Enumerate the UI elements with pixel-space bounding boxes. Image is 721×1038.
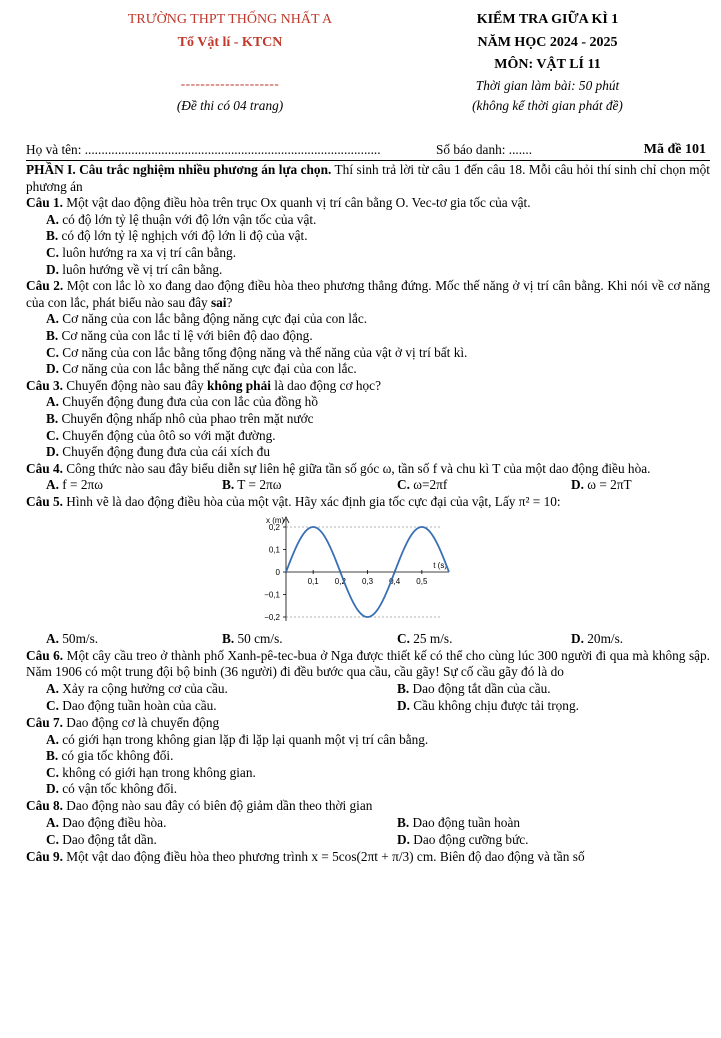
option-text: Chuyển động nhấp nhô của phao trên mặt nước — [61, 410, 314, 426]
option-text: Cầu không chịu được tải trọng. — [413, 698, 579, 714]
question-9 — [26, 849, 710, 866]
option-letter: B. — [397, 681, 410, 697]
option-letter: C. — [397, 630, 410, 646]
option-text: 50 cm/s. — [237, 630, 283, 646]
option-letter: D. — [46, 781, 59, 797]
option-c[interactable] — [397, 631, 452, 648]
option-letter: A. — [46, 394, 59, 410]
option-text: 20m/s. — [587, 630, 624, 646]
option-text: Dao động cưỡng bức. — [413, 831, 529, 847]
option-b[interactable] — [26, 328, 710, 345]
option-text: có độ lớn tỷ lệ nghịch với độ lớn li độ của vật. — [61, 228, 308, 244]
time-limit: Thời gian làm bài: 50 phút — [475, 78, 620, 93]
option-a[interactable] — [46, 815, 166, 832]
option-d[interactable] — [26, 262, 710, 279]
x-tick-label: 0,2 — [334, 576, 346, 586]
question-number: Câu 2. — [26, 278, 64, 294]
option-text: luôn hướng về vị trí cân bằng. — [62, 261, 223, 277]
school-name: TRƯỜNG THPT THỐNG NHẤT A — [127, 12, 333, 27]
option-letter: D. — [571, 477, 584, 493]
option-letter: B. — [46, 748, 59, 764]
question-text-end: ? — [226, 294, 233, 310]
y-tick-label: 0 — [275, 567, 280, 577]
option-text: Chuyển động của ôtô so với mặt đường. — [62, 427, 276, 443]
question-text: Một con lắc lò xo đang dao động điều hòa theo phương thẳng đứng. Mốc thế năng ở vị trí cân bằng. Khi nói về cơ năng của con lắc, phát biểu nào sau đây — [26, 278, 710, 310]
page-count: (Đề thi có 04 trang) — [176, 98, 284, 113]
option-letter: C. — [46, 764, 59, 780]
option-text: T = 2πω — [237, 477, 282, 493]
options-row — [26, 631, 710, 648]
school-year: NĂM HỌC 2024 - 2025 — [477, 35, 618, 50]
y-axis-label: x (m) — [266, 515, 285, 525]
x-tick-label: 0,4 — [389, 576, 401, 586]
question-text: Công thức nào sau đây biểu diễn sự liên hệ giữa tần số góc ω, tần số f và chu kì T của một dao động điều hòa. — [62, 460, 651, 476]
option-d[interactable] — [26, 361, 710, 378]
option-letter: C. — [46, 831, 59, 847]
option-text: Chuyển động đung đưa của con lắc của đồng hồ — [62, 394, 318, 410]
option-text: có gia tốc không đổi. — [61, 748, 174, 764]
option-b[interactable] — [26, 228, 710, 245]
option-text: Cơ năng của con lắc tỉ lệ với biên độ dao động. — [61, 327, 313, 343]
option-d[interactable] — [26, 444, 710, 461]
question-5 — [26, 494, 710, 511]
option-letter: D. — [46, 444, 59, 460]
option-letter: A. — [46, 681, 59, 697]
option-letter: D. — [46, 261, 59, 277]
option-d[interactable] — [397, 698, 579, 715]
question-number: Câu 8. — [26, 798, 63, 814]
exam-title: KIỂM TRA GIỮA KÌ 1 — [476, 12, 619, 27]
option-a[interactable] — [46, 681, 228, 698]
question-number: Câu 4. — [26, 460, 63, 476]
option-b[interactable] — [222, 477, 281, 494]
question-number: Câu 9. — [26, 848, 63, 864]
question-text: Chuyển động nào sau đây — [62, 377, 207, 393]
option-d[interactable] — [571, 631, 623, 648]
question-number: Câu 1. — [26, 195, 63, 211]
options-row — [26, 698, 710, 715]
student-info — [26, 142, 706, 160]
option-text: có độ lớn tỷ lệ thuận với độ lớn vận tốc của vật. — [62, 211, 317, 227]
option-a[interactable] — [26, 311, 710, 328]
option-letter: A. — [46, 311, 59, 327]
option-letter: B. — [46, 410, 59, 426]
option-a[interactable] — [26, 732, 710, 749]
y-tick-label: 0,2 — [268, 522, 280, 532]
time-note: (không kể thời gian phát đề) — [472, 98, 623, 113]
option-b[interactable] — [26, 748, 710, 765]
option-a[interactable] — [46, 477, 103, 494]
options-row — [26, 477, 710, 494]
department: Tổ Vật lí - KTCN — [177, 35, 283, 50]
option-text: Chuyển động đung đưa của cái xích đu — [62, 444, 270, 460]
emphasis: sai — [210, 294, 227, 310]
option-letter: C. — [46, 244, 59, 260]
subject: MÔN: VẬT LÍ 11 — [494, 57, 601, 72]
option-text: Dao động điều hòa. — [62, 814, 167, 830]
option-c[interactable] — [397, 477, 447, 494]
option-letter: C. — [46, 698, 59, 714]
option-c[interactable] — [26, 345, 710, 362]
option-c[interactable] — [26, 428, 710, 445]
option-c[interactable] — [46, 832, 157, 849]
option-letter: D. — [397, 698, 410, 714]
question-number: Câu 3. — [26, 377, 63, 393]
question-7 — [26, 715, 710, 732]
options-row — [26, 681, 710, 698]
y-tick-label: 0,1 — [268, 545, 280, 555]
name-field[interactable]: Họ và tên: ......................................................................................... — [26, 142, 381, 157]
option-letter: C. — [397, 477, 410, 493]
option-a[interactable] — [46, 631, 98, 648]
option-text: Cơ năng của con lắc bằng tổng động năng và thế năng của vật ở vị trí bất kì. — [62, 344, 468, 360]
option-letter: B. — [397, 814, 410, 830]
candidate-number-field[interactable]: Số báo danh: ....... — [436, 142, 533, 157]
exam-body — [26, 162, 710, 865]
question-text: Hình vẽ là dao động điều hòa của một vật. Hãy xác định gia tốc cực đại của vật, Lấy π² = 10: — [62, 494, 561, 510]
x-t-chart — [244, 513, 454, 631]
options-row — [26, 815, 710, 832]
question-text: Dao động nào sau đây có biên độ giảm dần theo thời gian — [62, 798, 373, 814]
x-tick-label: 0,3 — [361, 576, 374, 586]
option-letter: C. — [46, 344, 59, 360]
question-text: Một vật dao động điều hòa theo phương trình x = 5cos(2πt + π/3) cm. Biên độ dao động và tần số — [62, 848, 585, 864]
exam-code: Mã đề 101 — [643, 142, 706, 157]
question-3 — [26, 378, 710, 395]
question-text-end: là dao động cơ học? — [270, 377, 381, 393]
options-row — [26, 832, 710, 849]
option-c[interactable] — [46, 698, 217, 715]
option-text: 25 m/s. — [413, 630, 453, 646]
option-letter: A. — [46, 211, 59, 227]
option-letter: A. — [46, 731, 59, 747]
part-heading: PHẦN I. Câu trắc nghiệm nhiều phương án lựa chọn. — [26, 162, 332, 177]
x-tick-label: 0,1 — [307, 576, 319, 586]
question-6 — [26, 648, 710, 681]
option-letter: A. — [46, 477, 59, 493]
option-text: luôn hướng ra xa vị trí cân bằng. — [62, 244, 237, 260]
option-text: Cơ năng của con lắc bằng thế năng cực đại của con lắc. — [62, 361, 357, 377]
question-text: Một vật dao động điều hòa trên trục Ox quanh vị trí cân bằng O. Vec-tơ gia tốc của vật. — [62, 195, 531, 211]
option-b[interactable] — [397, 815, 520, 832]
option-letter: D. — [46, 361, 59, 377]
divider-dashes: -------------------- — [180, 76, 280, 91]
question-text: Dao động cơ là chuyển động — [62, 715, 220, 731]
option-text: Dao động tắt dần. — [62, 831, 157, 847]
emphasis: không phải — [206, 377, 271, 393]
option-text: có vận tốc không đổi. — [62, 781, 178, 797]
x-axis-label: t (s) — [433, 560, 447, 570]
option-text: Dao động tắt dần của cầu. — [412, 681, 551, 697]
option-text: ω = 2πT — [587, 477, 632, 493]
option-text: Dao động tuần hoàn — [412, 814, 520, 830]
question-4 — [26, 461, 710, 478]
question-text: Một cây cầu treo ở thành phố Xanh-pê-tec-bua ở Nga được thiết kế có thể cho cùng lúc 300 người đi qua mà không sập. Năm 1906 có một trung đội bộ binh (36 người) đi đều bước qua cầu, cầu gãy! Sự cố cầu gãy đó là do — [26, 647, 710, 680]
oscillation-graph — [26, 513, 710, 631]
option-d[interactable] — [397, 832, 529, 849]
option-letter: D. — [571, 630, 584, 646]
option-letter: A. — [46, 814, 59, 830]
option-text: 50m/s. — [62, 630, 99, 646]
y-tick-label: −0,2 — [264, 612, 280, 622]
option-b[interactable] — [222, 631, 283, 648]
option-letter: A. — [46, 630, 59, 646]
option-c[interactable] — [26, 765, 710, 782]
option-letter: C. — [46, 427, 59, 443]
option-c[interactable] — [26, 245, 710, 262]
question-number: Câu 7. — [26, 715, 63, 731]
question-number: Câu 5. — [26, 494, 63, 510]
option-text: có giới hạn trong không gian lặp đi lặp lại quanh một vị trí cân bằng. — [62, 731, 429, 747]
option-letter: B. — [46, 327, 59, 343]
part-description: Thí sinh trả lời từ câu 1 đến câu 18. Mỗi câu hỏi thí sinh chỉ chọn một phương án — [26, 162, 710, 194]
option-text: ω=2πf — [413, 477, 448, 493]
question-8 — [26, 798, 710, 815]
question-2 — [26, 278, 710, 311]
option-letter: B. — [222, 477, 235, 493]
option-d[interactable] — [571, 477, 632, 494]
part-title — [26, 162, 710, 195]
option-text: Xảy ra cộng hưởng cơ của cầu. — [62, 681, 228, 697]
option-letter: B. — [222, 630, 235, 646]
option-a[interactable] — [26, 212, 710, 229]
option-text: Cơ năng của con lắc bằng động năng cực đại của con lắc. — [62, 311, 368, 327]
option-letter: B. — [46, 228, 59, 244]
header-rule — [26, 160, 710, 161]
y-tick-label: −0,1 — [264, 590, 280, 600]
exam-header — [0, 10, 721, 115]
option-d[interactable] — [26, 781, 710, 798]
option-b[interactable] — [397, 681, 551, 698]
option-letter: D. — [397, 831, 410, 847]
option-text: Dao động tuần hoàn của cầu. — [62, 698, 217, 714]
question-number: Câu 6. — [26, 647, 64, 663]
question-1 — [26, 195, 710, 212]
option-text: f = 2πω — [62, 477, 103, 493]
option-b[interactable] — [26, 411, 710, 428]
option-a[interactable] — [26, 394, 710, 411]
option-text: không có giới hạn trong không gian. — [62, 764, 256, 780]
x-tick-label: 0,5 — [416, 576, 428, 586]
